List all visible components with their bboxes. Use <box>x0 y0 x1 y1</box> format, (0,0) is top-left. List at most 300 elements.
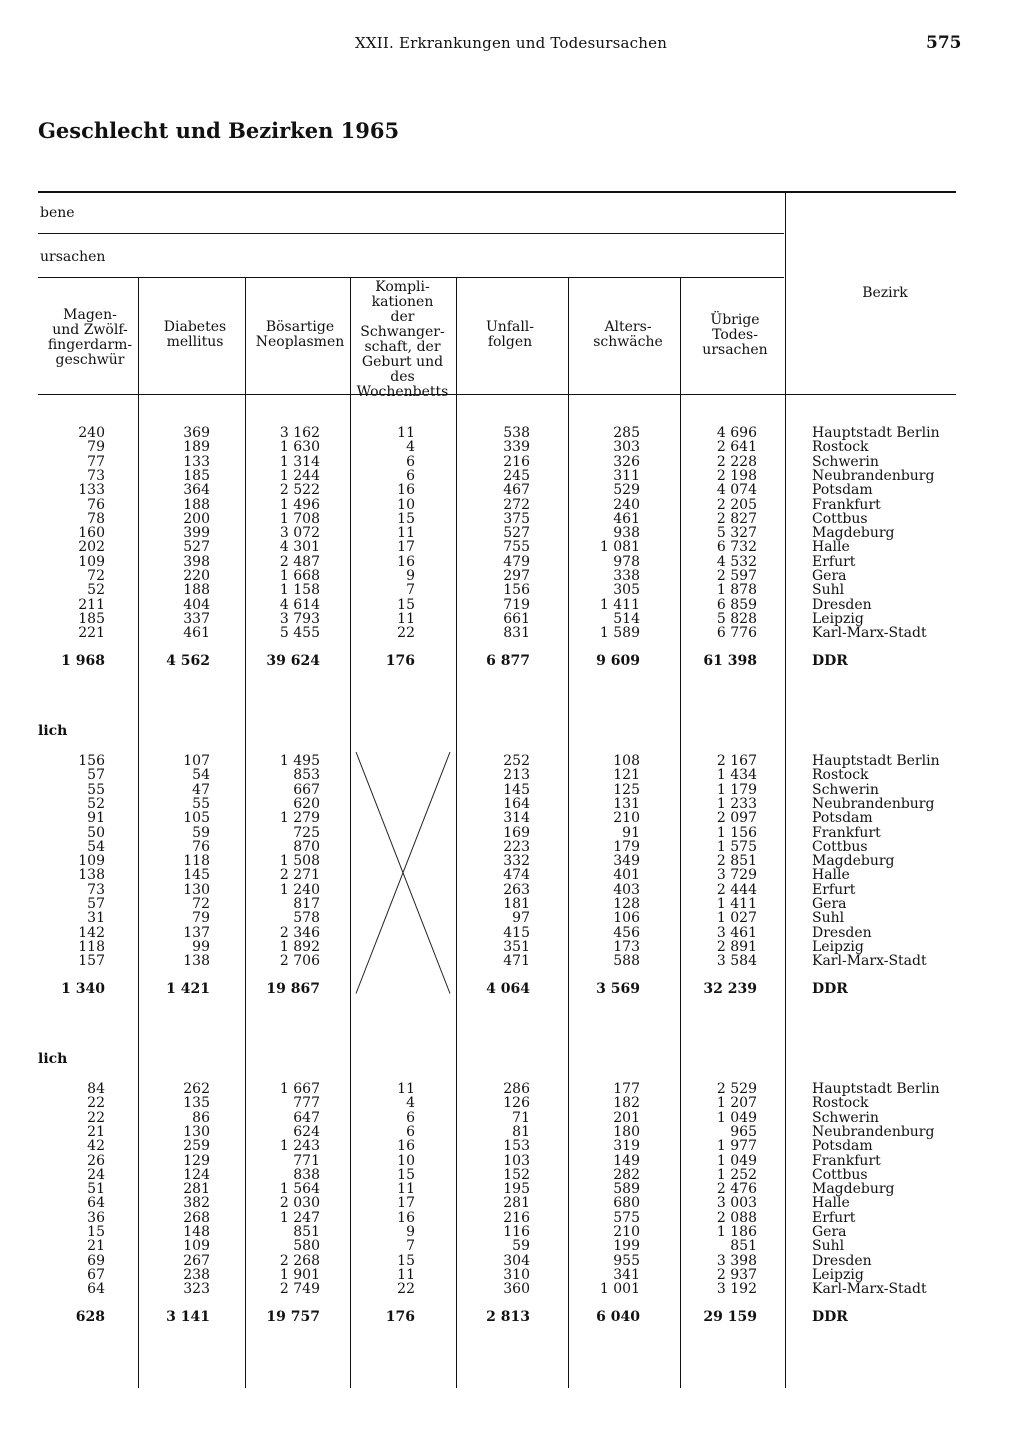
table-cell: 107 <box>183 753 210 769</box>
bezirk-name: Hauptstadt Berlin <box>812 1081 940 1097</box>
table-cell: 1 243 <box>279 1138 320 1155</box>
table-cell: 216 <box>503 1209 530 1226</box>
table-cell: 263 <box>503 881 530 898</box>
table-cell: 1 158 <box>279 582 320 599</box>
table-cell: 3 162 <box>279 425 320 441</box>
table-cell: 11 <box>397 610 415 627</box>
table-cell: 2 205 <box>716 496 757 513</box>
table-cell: 538 <box>503 425 530 441</box>
table-cell: 620 <box>293 795 320 812</box>
table-cell: 1 508 <box>279 853 320 870</box>
table-cell: 21 <box>87 1123 105 1140</box>
table-cell: 1 233 <box>716 795 757 812</box>
table-cell: 474 <box>503 867 530 884</box>
total-label: DDR <box>812 652 848 669</box>
table-cell: 69 <box>87 1252 105 1269</box>
table-cell: 59 <box>192 824 210 841</box>
bezirk-name: Leipzig <box>812 938 864 955</box>
table-cell: 2 030 <box>279 1195 320 1212</box>
table-cell: 15 <box>397 510 415 527</box>
table-cell: 109 <box>78 553 105 570</box>
bezirk-name: Hauptstadt Berlin <box>812 425 940 441</box>
bezirk-name: Schwerin <box>812 453 879 470</box>
table-cell: 213 <box>503 767 530 784</box>
table-cell: 138 <box>183 953 210 970</box>
table-cell: 1 240 <box>279 881 320 898</box>
total-cell: 9 609 <box>596 652 640 669</box>
total-cell: 4 562 <box>166 652 210 669</box>
table-cell: 135 <box>183 1095 210 1112</box>
table-cell: 73 <box>87 881 105 898</box>
table-cell: 79 <box>192 910 210 927</box>
table-cell: 149 <box>613 1152 640 1169</box>
table-cell: 6 <box>406 453 415 470</box>
table-cell: 1 411 <box>716 896 757 912</box>
bezirk-name: Dresden <box>812 924 872 941</box>
table-cell: 121 <box>613 767 640 784</box>
column-header: Bösartige Neoplasmen <box>255 319 345 350</box>
header-row-ursachen: ursachen <box>40 249 106 265</box>
table-cell: 978 <box>613 553 640 570</box>
table-cell: 262 <box>183 1081 210 1097</box>
total-label: DDR <box>812 1308 848 1325</box>
table-cell: 156 <box>503 582 530 599</box>
table-cell: 16 <box>397 482 415 499</box>
table-cell: 195 <box>503 1181 530 1198</box>
bezirk-name: Rostock <box>812 1095 869 1112</box>
table-cell: 755 <box>503 539 530 556</box>
total-cell: 39 624 <box>266 652 320 669</box>
bezirk-name: Halle <box>812 1195 850 1212</box>
bezirk-name: Gera <box>812 1224 847 1240</box>
table-cell: 467 <box>503 482 530 499</box>
bezirk-name: Erfurt <box>812 1209 856 1226</box>
table-cell: 2 597 <box>716 568 757 584</box>
table-cell: 1 186 <box>716 1224 757 1240</box>
table-cell: 2 167 <box>716 753 757 769</box>
table-cell: 125 <box>613 781 640 798</box>
header-row-bene: bene <box>40 205 75 221</box>
table-cell: 1 495 <box>279 753 320 769</box>
table-cell: 2 228 <box>716 453 757 470</box>
table-cell: 15 <box>397 1166 415 1183</box>
table-cell: 156 <box>78 753 105 769</box>
table-cell: 145 <box>183 867 210 884</box>
bezirk-name: Leipzig <box>812 1266 864 1283</box>
bezirk-header: Bezirk <box>862 285 908 301</box>
table-cell: 152 <box>503 1166 530 1183</box>
table-cell: 1 589 <box>599 625 640 642</box>
table-cell: 118 <box>183 853 210 870</box>
table-cell: 1 049 <box>716 1109 757 1126</box>
table-cell: 138 <box>78 867 105 884</box>
table-cell: 680 <box>613 1195 640 1212</box>
bezirk-name: Magdeburg <box>812 1181 895 1198</box>
table-cell: 282 <box>613 1166 640 1183</box>
table-cell: 199 <box>613 1238 640 1255</box>
table-cell: 771 <box>293 1152 320 1169</box>
total-cell: 4 064 <box>486 980 530 997</box>
table-cell: 817 <box>293 896 320 912</box>
table-cell: 22 <box>397 625 415 642</box>
table-cell: 145 <box>503 781 530 798</box>
bezirk-name: Dresden <box>812 596 872 613</box>
table-cell: 128 <box>613 896 640 912</box>
table-cell: 7 <box>406 582 415 599</box>
table-cell: 2 097 <box>716 810 757 827</box>
table-cell: 77 <box>87 453 105 470</box>
table-cell: 3 729 <box>716 867 757 884</box>
table-cell: 1 575 <box>716 838 757 855</box>
table-cell: 1 411 <box>599 596 640 613</box>
table-cell: 1 901 <box>279 1266 320 1283</box>
table-cell: 415 <box>503 924 530 941</box>
table-cell: 180 <box>613 1123 640 1140</box>
table-cell: 57 <box>87 767 105 784</box>
table-cell: 76 <box>192 838 210 855</box>
table-cell: 42 <box>87 1138 105 1155</box>
table-cell: 647 <box>293 1109 320 1126</box>
page-number: 575 <box>926 33 962 53</box>
total-cell: 3 141 <box>166 1308 210 1325</box>
bezirk-name: Suhl <box>812 1238 845 1255</box>
table-cell: 1 878 <box>716 582 757 599</box>
table-cell: 130 <box>183 1123 210 1140</box>
table-cell: 965 <box>730 1123 757 1140</box>
table-cell: 323 <box>183 1281 210 1298</box>
total-cell: 176 <box>385 1308 415 1325</box>
table-cell: 1 496 <box>279 496 320 513</box>
table-cell: 2 487 <box>279 553 320 570</box>
table-cell: 1 564 <box>279 1181 320 1198</box>
table-cell: 11 <box>397 1181 415 1198</box>
table-cell: 1 667 <box>279 1081 320 1097</box>
table-cell: 268 <box>183 1209 210 1226</box>
bezirk-name: Schwerin <box>812 781 879 798</box>
table-cell: 59 <box>512 1238 530 1255</box>
table-cell: 580 <box>293 1238 320 1255</box>
table-cell: 52 <box>87 795 105 812</box>
table-cell: 47 <box>192 781 210 798</box>
table-cell: 479 <box>503 553 530 570</box>
table-cell: 382 <box>183 1195 210 1212</box>
table-cell: 1 314 <box>279 453 320 470</box>
table-cell: 6 859 <box>716 596 757 613</box>
table-cell: 4 614 <box>279 596 320 613</box>
bezirk-name: Frankfurt <box>812 496 881 513</box>
bezirk-name: Erfurt <box>812 553 856 570</box>
table-cell: 164 <box>503 795 530 812</box>
table-cell: 281 <box>183 1181 210 1198</box>
table-cell: 1 708 <box>279 510 320 527</box>
table-cell: 16 <box>397 1209 415 1226</box>
table-cell: 527 <box>503 525 530 542</box>
table-cell: 870 <box>293 838 320 855</box>
section-label-2: lich <box>38 723 68 739</box>
table-cell: 15 <box>87 1224 105 1240</box>
table-cell: 15 <box>397 1252 415 1269</box>
table-cell: 624 <box>293 1123 320 1140</box>
table-cell: 3 461 <box>716 924 757 941</box>
total-cell: 176 <box>385 652 415 669</box>
table-cell: 210 <box>613 810 640 827</box>
table-cell: 160 <box>78 525 105 542</box>
table-cell: 2 444 <box>716 881 757 898</box>
table-cell: 24 <box>87 1166 105 1183</box>
total-cell: 6 877 <box>486 652 530 669</box>
table-cell: 97 <box>512 910 530 927</box>
table-cell: 1 001 <box>599 1281 640 1298</box>
table-cell: 129 <box>183 1152 210 1169</box>
total-cell: 6 040 <box>596 1308 640 1325</box>
table-cell: 6 <box>406 1123 415 1140</box>
table-cell: 272 <box>503 496 530 513</box>
bezirk-name: Halle <box>812 539 850 556</box>
table-cell: 3 192 <box>716 1281 757 1298</box>
table-cell: 10 <box>397 1152 415 1169</box>
bezirk-name: Cottbus <box>812 1166 868 1183</box>
table-cell: 2 937 <box>716 1266 757 1283</box>
bezirk-name: Halle <box>812 867 850 884</box>
table-cell: 72 <box>87 568 105 584</box>
table-cell: 1 049 <box>716 1152 757 1169</box>
table-cell: 364 <box>183 482 210 499</box>
table-cell: 589 <box>613 1181 640 1198</box>
table-cell: 22 <box>397 1281 415 1298</box>
bezirk-name: Gera <box>812 896 847 912</box>
table-cell: 831 <box>503 625 530 642</box>
table-cell: 3 398 <box>716 1252 757 1269</box>
total-cell: 1 421 <box>166 980 210 997</box>
table-cell: 201 <box>613 1109 640 1126</box>
table-cell: 286 <box>503 1081 530 1097</box>
total-label: DDR <box>812 980 848 997</box>
table-cell: 182 <box>613 1095 640 1112</box>
table-cell: 109 <box>78 853 105 870</box>
table-cell: 1 668 <box>279 568 320 584</box>
table-cell: 9 <box>406 568 415 584</box>
table-cell: 588 <box>613 953 640 970</box>
table-cell: 76 <box>87 496 105 513</box>
table-cell: 36 <box>87 1209 105 1226</box>
bezirk-name: Karl-Marx-Stadt <box>812 953 927 970</box>
table-cell: 360 <box>503 1281 530 1298</box>
bezirk-name: Neubrandenburg <box>812 795 935 812</box>
table-cell: 26 <box>87 1152 105 1169</box>
table-cell: 3 072 <box>279 525 320 542</box>
table-cell: 514 <box>613 610 640 627</box>
table-cell: 4 532 <box>716 553 757 570</box>
table-cell: 2 827 <box>716 510 757 527</box>
table-cell: 72 <box>192 896 210 912</box>
total-cell: 29 159 <box>703 1308 757 1325</box>
total-cell: 61 398 <box>703 652 757 669</box>
table-cell: 471 <box>503 953 530 970</box>
table-cell: 1 247 <box>279 1209 320 1226</box>
table-cell: 1 027 <box>716 910 757 927</box>
table-cell: 332 <box>503 853 530 870</box>
table-cell: 173 <box>613 938 640 955</box>
table-cell: 11 <box>397 525 415 542</box>
table-cell: 777 <box>293 1095 320 1112</box>
bezirk-name: Karl-Marx-Stadt <box>812 625 927 642</box>
table-cell: 200 <box>183 510 210 527</box>
table-cell: 116 <box>503 1224 530 1240</box>
table-cell: 17 <box>397 539 415 556</box>
column-header: Kompli- kationen der Schwanger- schaft, der Geburt und des Wochenbetts <box>356 279 449 400</box>
table-cell: 118 <box>78 938 105 955</box>
bezirk-name: Magdeburg <box>812 525 895 542</box>
bezirk-name: Frankfurt <box>812 1152 881 1169</box>
chapter-title: XXII. Erkrankungen und Todesursachen <box>355 34 668 52</box>
table-cell: 1 630 <box>279 439 320 456</box>
table-cell: 1 244 <box>279 467 320 484</box>
table-cell: 55 <box>87 781 105 798</box>
table-cell: 252 <box>503 753 530 769</box>
table-cell: 369 <box>183 425 210 441</box>
table-cell: 126 <box>503 1095 530 1112</box>
table-cell: 105 <box>183 810 210 827</box>
bezirk-name: Suhl <box>812 582 845 599</box>
table-cell: 725 <box>293 824 320 841</box>
table-cell: 285 <box>613 425 640 441</box>
bezirk-name: Rostock <box>812 767 869 784</box>
bezirk-name: Rostock <box>812 439 869 456</box>
table-cell: 99 <box>192 938 210 955</box>
table-cell: 185 <box>78 610 105 627</box>
table-cell: 303 <box>613 439 640 456</box>
table-cell: 54 <box>87 838 105 855</box>
bezirk-name: Cottbus <box>812 510 868 527</box>
table-cell: 527 <box>183 539 210 556</box>
section-label-3: lich <box>38 1051 68 1067</box>
table-cell: 2 641 <box>716 439 757 456</box>
table-cell: 3 003 <box>716 1195 757 1212</box>
table-cell: 851 <box>730 1238 757 1255</box>
table-cell: 4 074 <box>716 482 757 499</box>
table-cell: 86 <box>192 1109 210 1126</box>
table-cell: 661 <box>503 610 530 627</box>
table-cell: 2 706 <box>279 953 320 970</box>
table-cell: 188 <box>183 496 210 513</box>
table-cell: 2 891 <box>716 938 757 955</box>
table-cell: 2 271 <box>279 867 320 884</box>
table-cell: 11 <box>397 1266 415 1283</box>
table-cell: 403 <box>613 881 640 898</box>
table-cell: 398 <box>183 553 210 570</box>
table-cell: 157 <box>78 953 105 970</box>
column-header: Diabetes mellitus <box>163 319 227 350</box>
table-cell: 50 <box>87 824 105 841</box>
table-cell: 22 <box>87 1095 105 1112</box>
table-cell: 21 <box>87 1238 105 1255</box>
bezirk-name: Potsdam <box>812 1138 873 1155</box>
bezirk-name: Suhl <box>812 910 845 927</box>
table-cell: 6 <box>406 1109 415 1126</box>
table-cell: 375 <box>503 510 530 527</box>
table-cell: 4 <box>406 439 415 456</box>
table-cell: 461 <box>183 625 210 642</box>
table-cell: 1 977 <box>716 1138 757 1155</box>
table-cell: 181 <box>503 896 530 912</box>
table-cell: 305 <box>613 582 640 599</box>
total-cell: 3 569 <box>596 980 640 997</box>
table-cell: 106 <box>613 910 640 927</box>
table-cell: 1 434 <box>716 767 757 784</box>
bezirk-name: Neubrandenburg <box>812 467 935 484</box>
table-cell: 179 <box>613 838 640 855</box>
table-cell: 131 <box>613 795 640 812</box>
table-cell: 15 <box>397 596 415 613</box>
table-cell: 223 <box>503 838 530 855</box>
table-cell: 338 <box>613 568 640 584</box>
table-cell: 71 <box>512 1109 530 1126</box>
table-cell: 22 <box>87 1109 105 1126</box>
table-cell: 4 301 <box>279 539 320 556</box>
table-cell: 220 <box>183 568 210 584</box>
bezirk-name: Erfurt <box>812 881 856 898</box>
table-cell: 91 <box>87 810 105 827</box>
table-cell: 55 <box>192 795 210 812</box>
table-cell: 245 <box>503 467 530 484</box>
table-cell: 103 <box>503 1152 530 1169</box>
table-cell: 64 <box>87 1195 105 1212</box>
total-cell: 19 867 <box>266 980 320 997</box>
total-cell: 32 239 <box>703 980 757 997</box>
table-cell: 281 <box>503 1195 530 1212</box>
table-cell: 7 <box>406 1238 415 1255</box>
table-cell: 267 <box>183 1252 210 1269</box>
table-cell: 1 207 <box>716 1095 757 1112</box>
bezirk-name: Hauptstadt Berlin <box>812 753 940 769</box>
table-cell: 2 851 <box>716 853 757 870</box>
total-cell: 1 968 <box>61 652 105 669</box>
table-cell: 401 <box>613 867 640 884</box>
table-cell: 3 584 <box>716 953 757 970</box>
table-cell: 133 <box>183 453 210 470</box>
table-cell: 2 522 <box>279 482 320 499</box>
table-cell: 259 <box>183 1138 210 1155</box>
table-cell: 216 <box>503 453 530 470</box>
table-cell: 2 198 <box>716 467 757 484</box>
table-cell: 17 <box>397 1195 415 1212</box>
table-cell: 91 <box>622 824 640 841</box>
table-cell: 84 <box>87 1081 105 1097</box>
table-cell: 11 <box>397 1081 415 1097</box>
table-cell: 11 <box>397 425 415 441</box>
table-title: Geschlecht und Bezirken 1965 <box>38 118 400 143</box>
table-cell: 404 <box>183 596 210 613</box>
table-cell: 337 <box>183 610 210 627</box>
table-cell: 297 <box>503 568 530 584</box>
table-cell: 311 <box>613 467 640 484</box>
table-cell: 238 <box>183 1266 210 1283</box>
table-cell: 529 <box>613 482 640 499</box>
table-cell: 456 <box>613 924 640 941</box>
column-header: Alters- schwäche <box>593 319 663 350</box>
bezirk-name: Neubrandenburg <box>812 1123 935 1140</box>
table-cell: 319 <box>613 1138 640 1155</box>
column-header: Magen- und Zwölf- fingerdarm- geschwür <box>47 307 133 368</box>
table-cell: 64 <box>87 1281 105 1298</box>
table-cell: 16 <box>397 553 415 570</box>
table-cell: 124 <box>183 1166 210 1183</box>
bezirk-name: Potsdam <box>812 810 873 827</box>
table-cell: 341 <box>613 1266 640 1283</box>
table-cell: 955 <box>613 1252 640 1269</box>
table-cell: 851 <box>293 1224 320 1240</box>
table-cell: 73 <box>87 467 105 484</box>
